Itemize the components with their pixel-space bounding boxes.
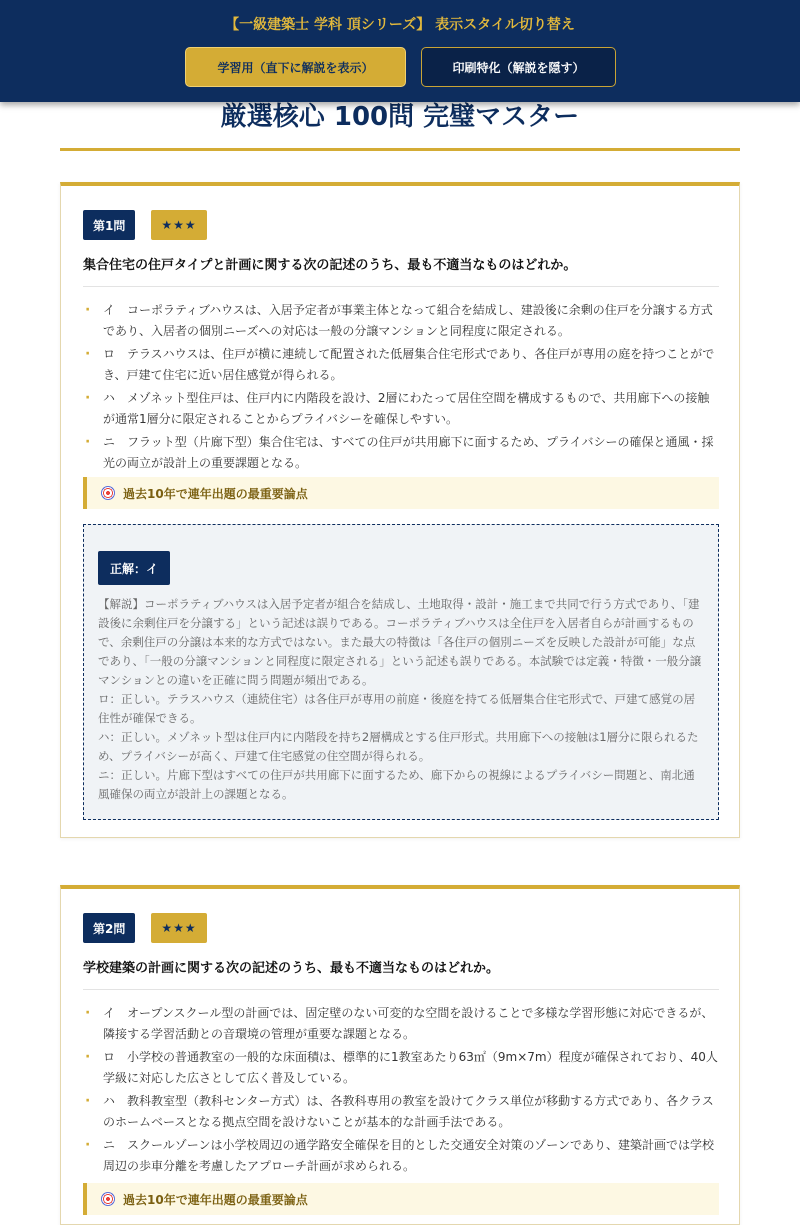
difficulty-stars: ★★★ [151, 210, 207, 240]
question-text: 集合住宅の住戸タイプと計画に関する次の記述のうち、最も不適当なものはどれか。 [83, 258, 577, 273]
importance-note-text: 過去10年で連年出題の最重要論点 [123, 486, 308, 501]
target-icon [101, 486, 115, 500]
option-item: · ハ 教科教室型（教科センター方式）は、各教科専用の教室を設けてクラス単位が移動する方式であり、各クラスのホームベースとなる拠点空間を設けないことが基本的な計画手法である。 [83, 1091, 719, 1133]
option-item: · ハ メゾネット型住戸は、住戸内に内階段を設け、2層にわたって居住空間を構成するもので、共用廊下への接触が通常1層分に限定されることからプライバシーを確保しやすい。 [83, 388, 719, 430]
explanation-paragraph: 【解説】コーポラティブハウスは入居予定者が組合を結成し、土地取得・設計・施工まで共同で行う方式であり、「建設後に余剰住戸を分譲する」という記述は誤りである。コーポラティブハウスは全住戸を入居者自らが計画するもので、余剰住戸の分譲は本来的な方式ではない。また最大の特徴は「各住戸の個別ニーズを反映した設計が可能」な点であり、「一般の分譲マンションと同程度に限定される」という記述も誤りである。本試験では定義・特徴・一般分譲マンションとの違いを正確に問う問題が頻出である。 [98, 597, 702, 687]
explanation-paragraph: ハ：正しい。メゾネット型は住戸内に内階段を持ち2層構成とする住戸形式。共用廊下への接触は1層分に限られるため、プライバシーが高く、戸建て住宅感覚の住空間が得られる。 [98, 730, 699, 763]
option-item: · ニ スクールゾーンは小学校周辺の通学路安全確保を目的とした交通安全対策のゾーンであり、建築計画では学校周辺の歩車分離を考慮したアプローチ計画が求められる。 [83, 1135, 719, 1177]
importance-note-text: 過去10年で連年出題の最重要論点 [123, 1192, 308, 1207]
difficulty-stars: ★★★ [151, 913, 207, 943]
option-list [83, 300, 719, 476]
question-number-badge: 第1問 [83, 210, 135, 240]
study-mode-button[interactable]: 学習用（直下に解説を表示） [185, 47, 406, 87]
question-text: 学校建築の計画に関する次の記述のうち、最も不適当なものはどれか。 [83, 961, 500, 976]
option-item: · イ オープンスクール型の計画では、固定壁のない可変的な空間を設けることで多様な学習形態に対応できるが、隣接する学習活動との音環境の管理が重要な課題となる。 [83, 1003, 719, 1045]
explanation-paragraph: ロ：正しい。テラスハウス（連続住宅）は各住戸が専用の前庭・後庭を持てる低層集合住宅形式で、戸建て感覚の居住性が確保できる。 [98, 692, 696, 725]
explanation-text [98, 595, 706, 804]
option-item: · ロ 小学校の普通教室の一般的な床面積は、標準的に1教室あたり63㎡（9m×7m）程度が確保されており、40人学級に対応した広さとして広く普及している。 [83, 1047, 719, 1089]
question-number-badge: 第2問 [83, 913, 135, 943]
importance-note [83, 477, 719, 509]
answer-badge: 正解：イ [98, 551, 170, 585]
explanation-paragraph: ニ：正しい。片廊下型はすべての住戸が共用廊下に面するため、廊下からの視線によるプライバシー問題と、南北通風確保の両立が設計上の課題となる。 [98, 768, 695, 801]
option-item: · ニ フラット型（片廊下型）集合住宅は、すべての住戸が共用廊下に面するため、プライバシーの確保と通風・採光の両立が設計上の重要課題となる。 [83, 432, 719, 474]
importance-note [83, 1183, 719, 1215]
print-mode-button[interactable]: 印刷特化（解説を隠す） [421, 47, 616, 87]
option-item: · ロ テラスハウスは、住戸が横に連続して配置された低層集合住宅形式であり、各住戸が専用の庭を持つことができ、戸建て住宅に近い居住感覚が得られる。 [83, 344, 719, 386]
question-card-2 [60, 885, 740, 1225]
option-list [83, 1003, 719, 1179]
question-divider [83, 286, 719, 287]
option-item: · イ コーポラティブハウスは、入居予定者が事業主体となって組合を結成し、建設後に余剰の住戸を分譲する方式であり、入居者の個別ニーズへの対応は一般の分譲マンションと同程度に限定される。 [83, 300, 719, 342]
question-divider [83, 989, 719, 990]
title-divider [60, 148, 740, 151]
header-title: 【一級建築士 学科 頂シリーズ】 表示スタイル切り替え [225, 17, 575, 33]
page-title: 厳選核心 100問 完璧マスター [220, 102, 580, 132]
header-bar [0, 0, 800, 102]
answer-explanation-box [83, 524, 719, 820]
target-icon [101, 1192, 115, 1206]
question-card-1 [60, 182, 740, 838]
